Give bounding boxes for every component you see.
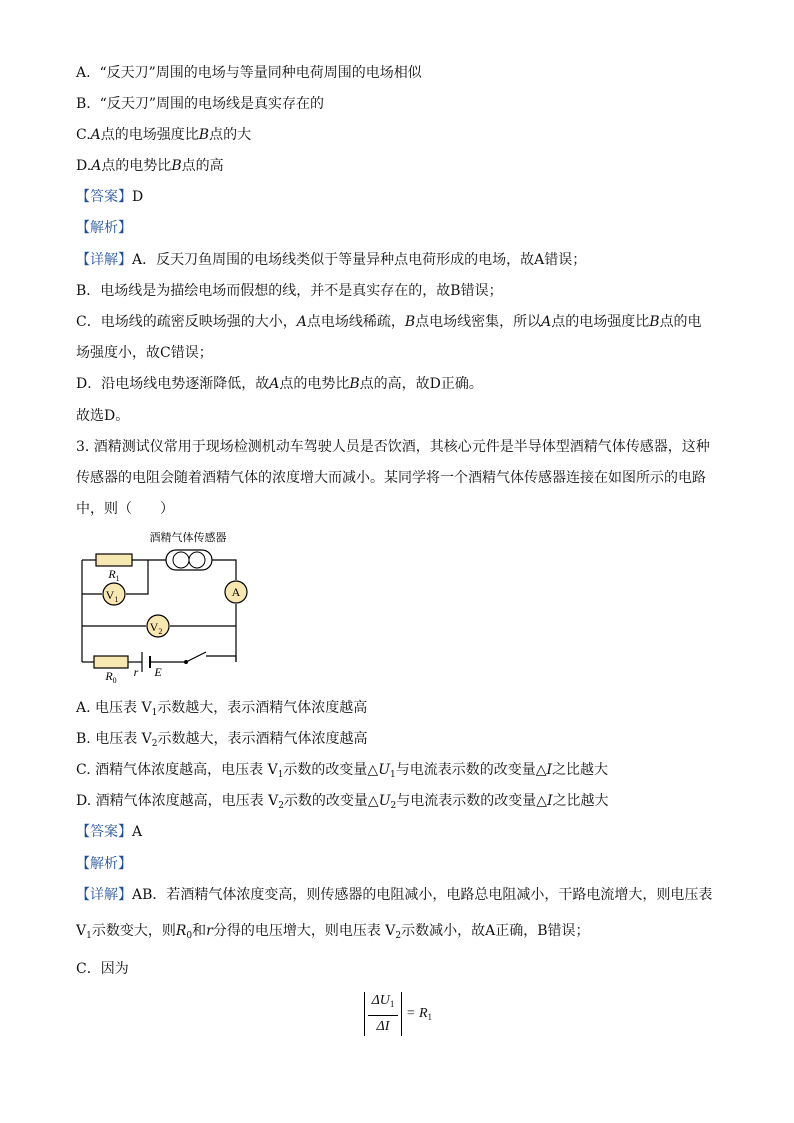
subscript: 2: [278, 801, 284, 811]
option-text: 示数的改变量△: [283, 762, 379, 778]
point-b: B: [649, 314, 660, 330]
q3-stem-line1: [76, 438, 710, 456]
option-text: 示数越大，表示酒精气体浓度越高: [157, 731, 368, 747]
detail-text: 场强度小，故C错误；: [76, 345, 213, 361]
label-v1: $V_1$: [105, 588, 119, 604]
detail-text: 点电场线稀疏，: [306, 314, 405, 330]
point-b: B: [404, 314, 416, 330]
point-a: A: [91, 158, 102, 174]
option-letter: D.: [76, 158, 92, 174]
option-c: [76, 126, 251, 144]
option-letter: B.: [76, 96, 91, 112]
detail-label: 【详解】: [76, 887, 132, 903]
option-text: C. 酒精气体浓度越高，电压表 V: [76, 762, 278, 778]
option-text: A. 电压表 V: [76, 700, 152, 716]
circuit-diagram: [70, 526, 260, 686]
wire-bottom-4: [206, 656, 236, 662]
label-r0: $R_0$: [105, 669, 117, 685]
detail-c-line2: [76, 344, 213, 362]
option-text: 点的电场强度比: [100, 127, 199, 143]
subscript: 1: [390, 770, 396, 780]
abs-bar-right: [401, 992, 402, 1036]
point-b: B: [171, 158, 182, 174]
switch-blade: [186, 652, 206, 662]
symbol-i: I: [547, 793, 553, 809]
answer-label: 【答案】: [76, 189, 132, 205]
q3-option-b: [76, 730, 367, 753]
q3-stem-line3: [76, 500, 174, 518]
subscript: 1: [389, 999, 395, 1009]
subscript: 2: [151, 739, 158, 749]
rhs-text: = R: [406, 1006, 428, 1021]
label-ammeter: A: [231, 585, 241, 599]
option-letter: A.: [76, 65, 91, 81]
q3-answer: [76, 823, 142, 841]
option-text: “反天刀”周围的电场线是真实存在的: [99, 96, 324, 112]
detail-b: [76, 282, 503, 300]
detail-text: 点的高，故D正确。: [359, 376, 483, 392]
detail-text: C．因为: [76, 961, 129, 977]
resistor-r0: [94, 656, 128, 668]
answer-value: D: [132, 189, 144, 205]
option-text: 示数的改变量△: [283, 793, 379, 809]
resistor-r1: [96, 554, 132, 566]
answer-value: A: [132, 824, 143, 840]
point-a: A: [541, 314, 552, 330]
symbol-r: R: [175, 923, 187, 939]
detail-text: AB．若酒精气体浓度变高，则传感器的电阻减小，电路总电阻减小，干路电流增大，则电压表: [132, 887, 713, 903]
wire-top-right: [212, 560, 236, 580]
q3-detail-ab-line2: [76, 922, 590, 945]
option-text: D. 酒精气体浓度越高，电压表 V: [76, 793, 279, 809]
denominator: ΔI: [376, 1019, 390, 1034]
point-a: A: [90, 127, 101, 143]
fraction-bar: [368, 1015, 398, 1016]
detail-text: 点的电势比: [279, 376, 350, 392]
detail-text: 示数变大，则: [91, 923, 176, 939]
detail-text: D．沿电场线电势逐渐降低，故: [76, 376, 270, 392]
option-text: 之比越大: [552, 793, 609, 809]
subscript: 1: [86, 931, 92, 941]
detail-label: 【详解】: [76, 252, 132, 268]
option-d: [76, 157, 224, 175]
option-text: “反天刀”周围的电场与等量同种电荷周围的电场相似: [99, 65, 422, 81]
choose: [76, 407, 129, 425]
choose-text: 故选D。: [76, 408, 130, 424]
option-text: 之比越大: [552, 762, 609, 778]
option-text: 点的大: [209, 127, 252, 143]
detail-a: [76, 251, 586, 269]
option-text: 点的电势比: [101, 158, 172, 174]
numerator-text: ΔU: [371, 993, 390, 1008]
subscript: 1: [151, 708, 158, 718]
label-e: E: [154, 665, 162, 679]
subscript: 1: [277, 770, 284, 780]
point-a: A: [269, 376, 280, 392]
subscript: 2: [395, 931, 402, 941]
q3-option-c: [76, 761, 608, 784]
formula: [364, 990, 432, 1038]
fraction: [368, 992, 398, 1036]
label-r1: $R_1$: [108, 567, 120, 583]
answer: [76, 188, 143, 206]
point-b: B: [198, 127, 210, 143]
option-b: [76, 95, 324, 113]
detail-text: 和: [192, 923, 207, 939]
stem-text: 中，则（ ）: [76, 501, 174, 517]
numerator: [372, 992, 395, 1013]
answer-label: 【答案】: [76, 824, 132, 840]
option-text: 与电流表示数的改变量△: [395, 762, 547, 778]
formula-rhs: [406, 1006, 432, 1022]
option-a: [76, 64, 422, 82]
detail-text: 点的电: [659, 314, 702, 330]
stem-text: 3. 酒精测试仪常用于现场检测机动车驾驶人员是否饮酒，其核心元件是半导体型酒精气体传感器，这种: [76, 439, 710, 455]
point-b: B: [349, 376, 360, 392]
detail-text: 示数减小，故A正确，B错误；: [401, 923, 590, 939]
symbol-u: U: [378, 793, 391, 809]
q3-option-a: [76, 699, 367, 722]
option-text: 与电流表示数的改变量△: [396, 793, 548, 809]
detail-text: 分得的电压增大，则电压表 V: [212, 923, 396, 939]
q3-detail-ab-line1: [76, 886, 712, 904]
subscript: 2: [390, 801, 397, 811]
sensor-label: 酒精气体传感器: [149, 532, 227, 544]
subscript: 1: [427, 1012, 432, 1022]
symbol-r-small: r: [206, 923, 213, 939]
subscript: 0: [186, 931, 193, 941]
q3-analysis-label: [76, 855, 132, 873]
label-r: r: [133, 665, 139, 679]
label-v2: $V_2$: [149, 620, 163, 636]
detail-text: V: [76, 923, 87, 939]
stem-text: 传感器的电阻会随着酒精气体的浓度增大而减小。某同学将一个酒精气体传感器连接在如图所示的电路: [76, 470, 706, 486]
detail-text: C．电场线的疏密反映场强的大小，: [76, 314, 297, 330]
q3-stem-line2: [76, 469, 706, 487]
option-text: 示数越大，表示酒精气体浓度越高: [157, 700, 368, 716]
option-text: 点的高: [181, 158, 224, 174]
detail-text: 点的电场强度比: [551, 314, 650, 330]
detail-d: [76, 375, 483, 393]
option-text: B. 电压表 V: [76, 731, 152, 747]
symbol-i: I: [546, 762, 553, 778]
detail-text: 点电场线密集，所以: [415, 314, 542, 330]
q3-option-d: [76, 792, 609, 815]
analysis-heading: 【解析】: [76, 856, 132, 872]
detail-text: A．反天刀鱼周围的电场线类似于等量异种点电荷形成的电场，故A错误；: [132, 252, 587, 268]
detail-text: B．电场线是为描绘电场而假想的线，并不是真实存在的，故B错误；: [76, 283, 503, 299]
abs-bar-left: [364, 992, 365, 1036]
q3-detail-c: [76, 960, 129, 978]
symbol-u: U: [378, 762, 391, 778]
analysis-label: [76, 219, 132, 237]
point-a: A: [296, 314, 307, 330]
analysis-heading: 【解析】: [76, 220, 132, 236]
option-letter: C.: [76, 127, 91, 143]
detail-c-line1: [76, 313, 702, 331]
